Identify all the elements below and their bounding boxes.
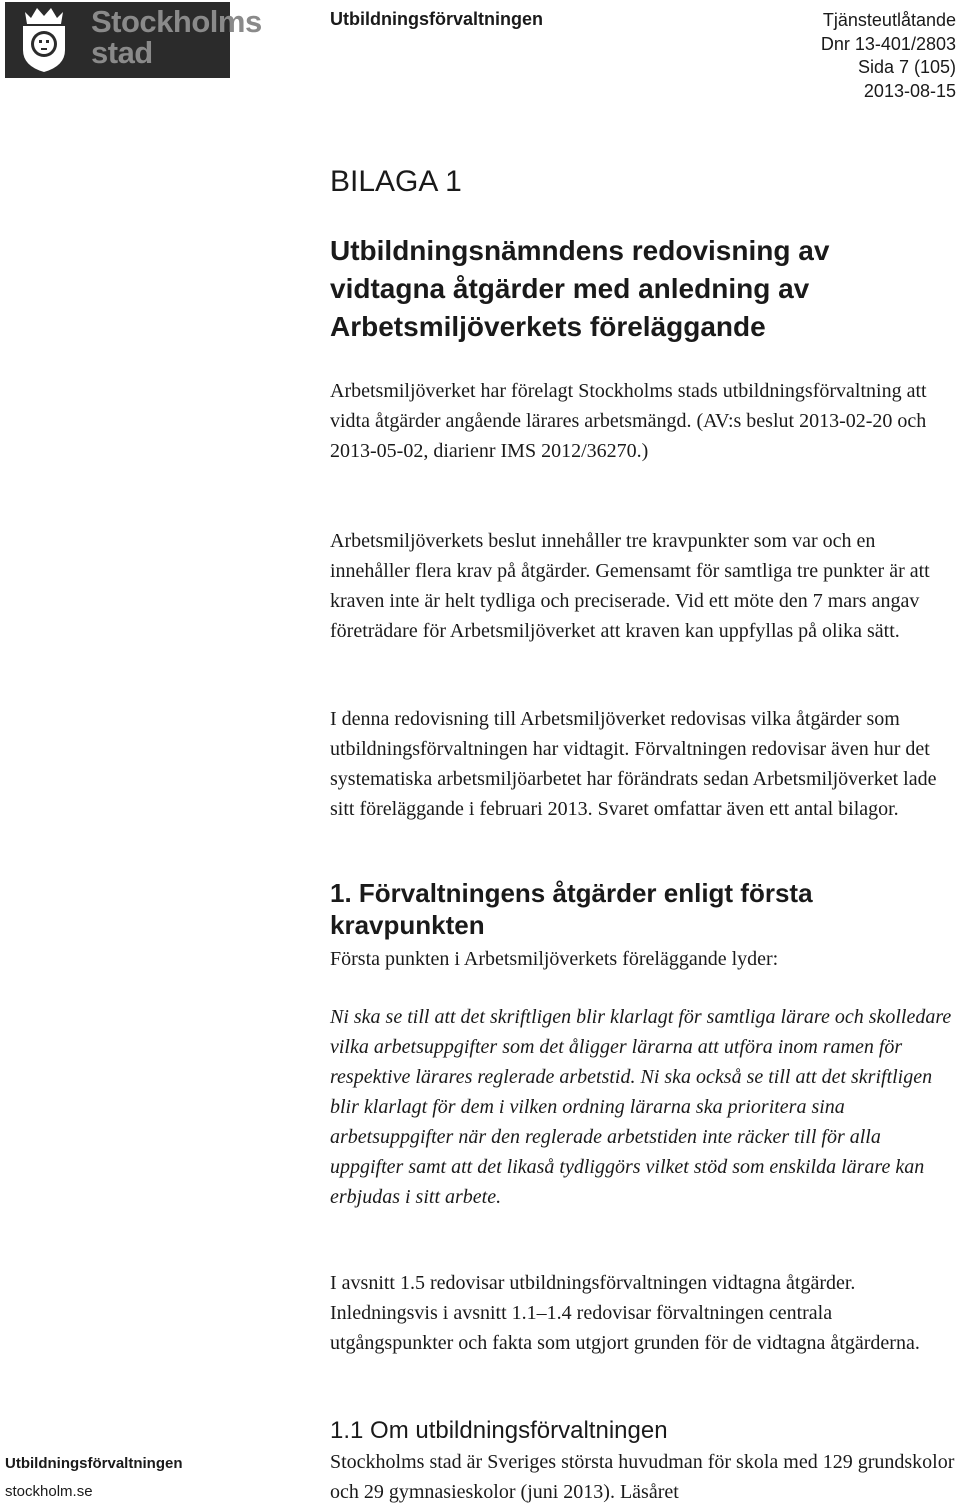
- paragraph-report: I denna redovisning till Arbetsmiljöverket redovisas vilka åtgärder som utbildningsförvaltningen har vidtagit. Förvaltningen redovisar även hur det systematiska arbetsmiljöarbetet har förändrats sedan Arbetsmiljöverket lade sitt föreläggande i februari 2013. Svaret omfattar även ett antal bilagor.: [330, 708, 937, 820]
- header-classification: Tjänsteutlåtande: [822, 10, 956, 30]
- footer-organization: Utbildningsförvaltningen: [5, 1455, 183, 1472]
- header-meta: [821, 9, 956, 103]
- header-page: Sida 7 (105): [857, 57, 956, 77]
- paragraph-decision: Arbetsmiljöverkets beslut innehåller tre kravpunkter som var och en innehåller flera krav på åtgärder. Gemensamt för samtliga tre punkter är att kraven inte är helt tydliga och preciserade. Vid ett möte den 7 mars angav företrädare för Arbetsmiljöverket att kraven kan uppfyllas på olika sätt.: [330, 530, 930, 642]
- section-1-quote: Ni ska se till att det skriftligen blir klarlagt för samtliga lärare och skolledare vilka arbetsuppgifter som det åligger lärarna att utföra inom ramen för respektive lärares reglerade arbetstid. Ni ska också se till att det skriftligen blir klarlagt för dem i vilken ordning lärarna ska prioritera sina arbetsuppgifter när den reglerade arbetstiden inte räcker till för alla uppgifter samt att det likaså tydliggörs vilket stöd som enskilda lärare kan erbjudas i sitt arbete.: [330, 1006, 952, 1208]
- section-1-heading: 1. Förvaltningens åtgärder enligt första kravpunkten: [330, 878, 813, 940]
- footer-website-link[interactable]: stockholm.se: [5, 1483, 93, 1500]
- header-dnr: Dnr 13-401/2803: [820, 33, 956, 54]
- stockholm-logo: [5, 2, 262, 78]
- header-organization: Utbildningsförvaltningen: [330, 9, 543, 29]
- stockholm-crest-icon: [13, 6, 75, 74]
- section-1-1-heading: 1.1 Om utbildningsförvaltningen: [330, 1417, 668, 1444]
- annex-label: BILAGA 1: [330, 165, 462, 198]
- section-1-1-text: Stockholms stad är Sveriges största huvudman för skola med 129 grundskolor och 29 gymnasieskolor (juni 2013). Läsåret: [330, 1451, 955, 1503]
- section-1-followup: I avsnitt 1.5 redovisar utbildningsförvaltningen vidtagna åtgärder. Inledningsvis i avsnitt 1.1–1.4 redovisar förvaltningen centrala utgångspunkter och fakta som utgjort grunden för de vidtagna åtgärderna.: [330, 1272, 920, 1354]
- footer: [5, 1450, 183, 1506]
- document-title: Utbildningsnämndens redovisning av vidtagna åtgärder med anledning av Arbetsmiljöverkets föreläggande: [330, 235, 830, 342]
- header-date: 2013-08-15: [863, 80, 956, 101]
- section-1-intro: Första punkten i Arbetsmiljöverkets föreläggande lyder:: [330, 948, 779, 970]
- paragraph-intro: Arbetsmiljöverket har förelagt Stockholms stads utbildningsförvaltning att vidta åtgärder angående lärares arbetsmängd. (AV:s beslut 2013-02-20 och 2013-05-02, diarienr IMS 2012/36270.): [330, 380, 927, 462]
- logo-wordmark: Stockholms stad: [91, 4, 262, 70]
